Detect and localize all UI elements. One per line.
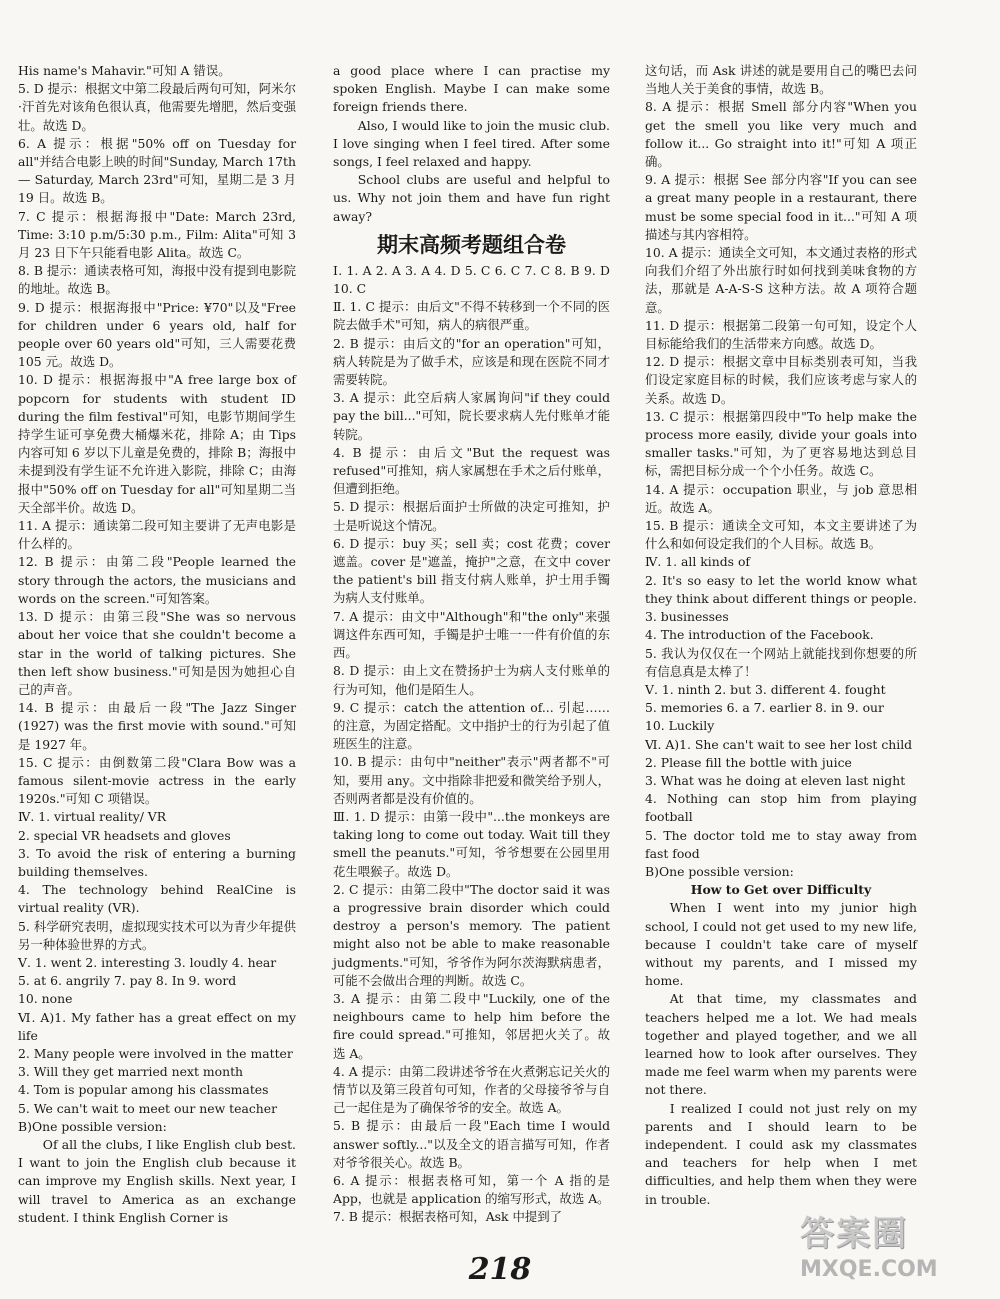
column-middle [333, 62, 610, 1227]
answer-line: 15. C 提示：由倒数第二段"Clara Bow was a famous silent-movie actress in the early 1920s."可知 C 项错误。 [18, 754, 296, 807]
answer-line: Ⅳ. 1. virtual reality/ VR [18, 809, 167, 825]
answer-line: 5. D 提示：根据后面护士所做的决定可推知，护士是听说这个情况。 [333, 499, 610, 533]
watermark-url: MXQE.COM [800, 1257, 938, 1282]
answer-line: 12. B 提示：由第二段"People learned the story through the actors, the musicians and words on the screen."可知答案。 [18, 554, 296, 606]
answer-line: Ⅳ. 1. all kinds of [645, 554, 750, 570]
answer-line: 5. at 6. angrily 7. pay 8. In 9. word [18, 973, 237, 989]
answer-line: 15. B 提示：通读全文可知，本文主要讲述了为什么和如何设定我们的个人目标。故选 B。 [645, 518, 917, 552]
answer-line: 2. It's so easy to let the world know what they think about different things or people. [645, 572, 917, 606]
answer-line: 12. D 提示：根据文章中目标类别表可知，当我们设定家庭目标的时候，我们应该考虑与家人的关系。故选 D。 [645, 354, 917, 406]
essay-paragraph: a good place where I can practise my spoken English. Maybe I can make some foreign friends there. [333, 63, 610, 115]
answer-line: 2. special VR headsets and gloves [18, 827, 231, 843]
answer-line: 5. B 提示：由最后一段"Each time I would answer softly..."以及全文的语言描写可知，作者对爷爷很关心。故选 B。 [333, 1118, 610, 1170]
answer-line: 10. A 提示：通读全文可知，本文通过表格的形式向我们介绍了外出旅行时如何找到美味食物的方法，那就是 A-A-S-S 这种方法。故 A 项符合题意。 [645, 245, 917, 315]
answer-line: 13. C 提示：根据第四段中"To help make the process more easily, divide your goals into smaller tasks."可知，为了更容易地达到总目标，需把目标分成一个个小任务。故选 C。 [645, 408, 917, 479]
answer-line: Ⅴ. 1. went 2. interesting 3. loudly 4. hear [18, 954, 277, 970]
answer-line: 5. We can't wait to meet our new teacher [18, 1100, 278, 1116]
answer-line: 5. The doctor told me to stay away from fast food [645, 827, 917, 861]
essay-paragraph: When I went into my junior high school, I could not get used to my new life, because I couldn't take care of myself without my parents, and I missed my home. [645, 900, 917, 989]
answer-line: 5. 科学研究表明，虚拟现实技术可以为青少年提供另一种体验世界的方式。 [18, 918, 296, 952]
answer-line: 10. none [18, 991, 73, 1007]
answer-line: 11. A 提示：通读第二段可知主要讲了无声电影是什么样的。 [18, 518, 296, 552]
answer-line: 4. A 提示：由第二段讲述爷爷在火煮粥忘记关火的情节以及第三段首句可知，作者的父母接爷爷与自己一起住是为了确保爷爷的安全。故选 A。 [333, 1063, 610, 1116]
answer-line: 7. A 提示：由文中"Although"和"the only"来强调这件东西可知，手镯是护士唯一一件有价值的东西。 [333, 608, 610, 661]
answer-line: 9. C 提示：catch the attention of... 引起……的注意，为固定搭配。文中指护士的行为引起了值班医生的注意。 [333, 699, 610, 752]
watermark-text: 答案圈 [800, 1214, 908, 1254]
answer-line: 14. A 提示：occupation 职业，与 job 意思相近。故选 A。 [645, 481, 917, 515]
answer-line: 这句话，而 Ask 讲述的就是要用自己的嘴巴去问当地人关于美食的事情，故选 B。 [645, 63, 917, 97]
answer-line: 2. Please fill the bottle with juice [645, 754, 852, 770]
essay-paragraph: Also, I would like to join the music club. I love singing when I feel tired. After some songs, I feel relaxed and happy. [333, 117, 610, 170]
answer-line: 14. B 提示：由最后一段"The Jazz Singer (1927) was the first movie with sound."可知是 1927 年。 [18, 700, 296, 752]
answer-line: 8. B 提示：通读表格可知，海报中没有提到电影院的地址。故选 B。 [18, 263, 296, 297]
watermark-logo [800, 1212, 990, 1294]
answer-line: 5. 我认为仅仅在一个网站上就能找到你想要的所有信息真是太棒了！ [645, 645, 917, 679]
answer-line: 5. D 提示：根据文中第二段最后两句可知，阿米尔·汗首先对该角色很认真，他需要先增肥，然后变强壮。故选 D。 [18, 81, 296, 133]
answer-line: 2. B 提示：由后文的"for an operation"可知，病人转院是为了做手术，应该是和现在医院不同才需要转院。 [333, 335, 610, 388]
answer-line: Ⅰ. 1. A 2. A 3. A 4. D 5. C 6. C 7. C 8. B 9. D 10. C [333, 262, 610, 297]
answer-line: B)One possible version: [645, 863, 794, 879]
answer-line: 10. Luckily [645, 718, 715, 734]
answer-line: 4. The technology behind RealCine is virtual reality (VR). [18, 882, 296, 916]
answer-line: Ⅱ. 1. C 提示：由后文"不得不转移到一个不同的医院去做手术"可知，病人的病很严重。 [333, 299, 610, 333]
answer-line: 6. A 提示：根据"50% off on Tuesday for all"并结合电影上映的时间"Sunday, March 17th — Saturday, March 23rd"可知，星期二是 3 月 19 日。故选 B。 [18, 135, 296, 206]
answer-line: 5. memories 6. a 7. earlier 8. in 9. our [645, 700, 884, 716]
answer-line: 11. D 提示：根据第二段第一句可知，设定个人目标能给我们的生活带来方向感。故选 D。 [645, 317, 917, 352]
answer-line: 4. Tom is popular among his classmates [18, 1082, 269, 1098]
answer-line: 9. A 提示：根据 See 部分内容"If you can see a great many people in a restaurant, there must be some special food in it..."可知 A 项描述与其内容相符。 [645, 172, 917, 242]
essay-title: How to Get over Difficulty [690, 882, 872, 898]
column-left [18, 62, 296, 1227]
page-number: 218 [468, 1252, 532, 1287]
answer-line: 3. To avoid the risk of entering a burning building themselves. [18, 845, 296, 879]
answer-line: 8. A 提示：根据 Smell 部分内容"When you get the smell you like very much and follow it... Go straight into it!"可知 A 项正确。 [645, 99, 917, 170]
answer-line: 6. D 提示：buy 买；sell 卖；cost 花费；cover 遮盖。cover 是"遮盖，掩护"之意，在文中 cover the patient's bill 指支付病人账单，护士用手镯为病人支付账单。 [333, 535, 610, 606]
answer-line: 10. D 提示：根据海报中"A free large box of popcorn for students with student ID during the film festival"可知，电影节期间学生持学生证可享免费大桶爆米花，排除 A；由 Tips 内容可知 6 岁以下儿童是免费的，排除 B；海报中未提到没有学生证不允许进入影院，排除 C；由海报中"50% off on Tuesday for all"可知星期二当天全部半价。故选 D。 [18, 372, 296, 515]
answer-line: 2. Many people were involved in the matter [18, 1045, 293, 1061]
answer-line: His name's Mahavir."可知 A 错误。 [18, 63, 231, 78]
answer-line: 3. What was he doing at eleven last night [645, 772, 906, 788]
answer-line: 6. A 提示：根据表格可知，第一个 A 指的是 App，也就是 application 的缩写形式，故选 A。 [333, 1172, 610, 1207]
answer-line: Ⅵ. A)1. She can't wait to see her lost child [645, 736, 913, 752]
answer-line: 7. C 提示：根据海报中"Date: March 23rd, Time: 3:10 p.m/5:30 p.m., Film: Alita"可知 3 月 23 日下午只能看电影 Alita。故选 C。 [18, 208, 296, 261]
answer-line: Ⅵ. A)1. My father has a great effect on my life [18, 1009, 296, 1043]
answer-line: 10. B 提示：由句中"neither"表示"两者都不"可知，要用 any。文中指除非把爱和微笑给予别人，否则两者都是没有价值的。 [333, 754, 610, 806]
answer-line: Ⅲ. 1. D 提示：由第一段中"...the monkeys are taking long to come out today. Wait till they smell the peanuts."可知，爷爷想要在公园里用花生喂猴子。故选 D。 [333, 808, 610, 879]
section-title: 期末高频考题组合卷 [377, 232, 566, 257]
essay-paragraph: I realized I could not just rely on my parents and I should learn to be independent. I could ask my classmates and teachers for help when I met difficulties, and help them when they were in trouble. [645, 1100, 917, 1207]
answer-line: 2. C 提示：由第二段中"The doctor said it was a progressive brain disorder which could destroy a person's memory. The patient might also not be able to make reasonable judgments."可知，爷爷作为阿尔茨海默病患者，可能不会做出合理的判断。故选 C。 [333, 881, 610, 988]
essay-paragraph: Of all the clubs, I like English club best. I want to join the English club because it can improve my English skills. Next year, I will travel to America as an exchange student. I think English Corner is [18, 1136, 296, 1225]
answer-line: 3. businesses [645, 609, 729, 625]
answer-line: 8. D 提示：由上文在赞扬护士为病人支付账单的行为可知，他们是陌生人。 [333, 663, 610, 697]
answer-line: 3. Will they get married next month [18, 1064, 244, 1080]
answer-line: 9. D 提示：根据海报中"Price: ¥70"以及"Free for children under 6 years old, half for people over 60 years old"可知，三人需要花费 105 元。故选 D。 [18, 299, 296, 370]
answer-line: B)One possible version: [18, 1118, 167, 1134]
answer-line: 13. D 提示：由第三段"She was so nervous about her voice that she couldn't become a star in the world of talking pictures. She then left show business."可知是因为她担心自己的声音。 [18, 609, 296, 697]
answer-line: 4. Nothing can stop him from playing football [645, 791, 917, 825]
answer-line: Ⅴ. 1. ninth 2. but 3. different 4. fought [645, 681, 886, 697]
answer-line: 7. B 提示：根据表格可知，Ask 中提到了 [333, 1209, 563, 1225]
answer-line: 4. B 提示：由后文"But the request was refused"可推知，病人家属想在手术之后付账单，但遭到拒绝。 [333, 444, 610, 497]
essay-paragraph: School clubs are useful and helpful to us. Why not join them and have fun right away? [333, 172, 610, 224]
essay-paragraph: At that time, my classmates and teachers helped me a lot. We had meals together and played together, and we all learned how to look after ourselves. They made me feel warm when my parents were not there. [645, 991, 917, 1098]
answer-line: 3. A 提示：此空后病人家属询问"if they could pay the bill..."可知，院长要求病人先付账单才能转院。 [333, 390, 610, 442]
answer-line: 3. A 提示：由第二段中"Luckily, one of the neighbours came to help him before the fire could spread."可推知，邻居把火关了。故选 A。 [333, 990, 610, 1061]
column-right [645, 62, 917, 1209]
answer-line: 4. The introduction of the Facebook. [645, 627, 874, 643]
